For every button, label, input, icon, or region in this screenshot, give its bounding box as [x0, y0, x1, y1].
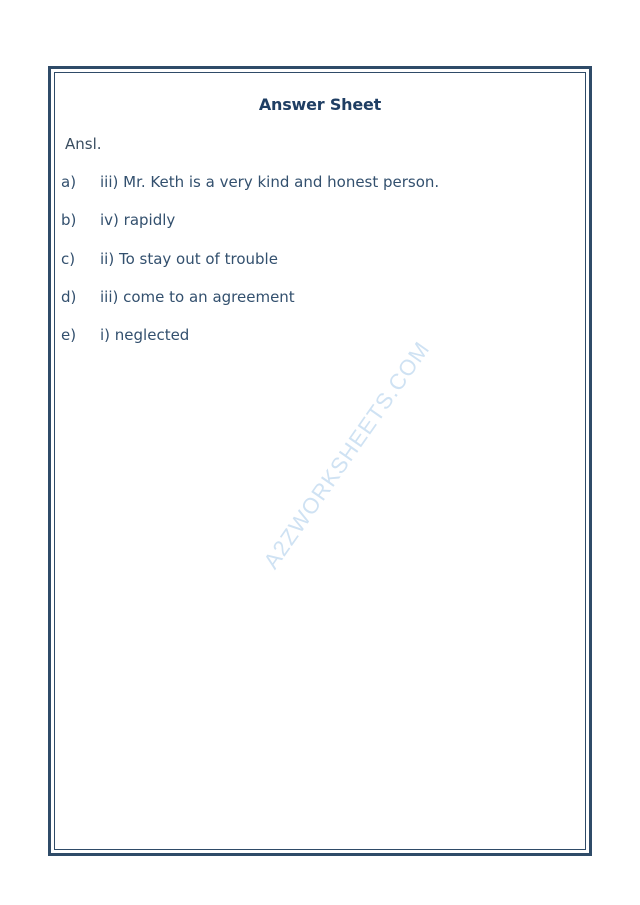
page-title: Answer Sheet	[258, 95, 382, 114]
answer-item	[61, 326, 189, 344]
page-inner-border	[54, 72, 586, 850]
answer-item	[61, 250, 278, 268]
answer-text: iii) come to an agreement	[100, 288, 295, 306]
watermark: A2ZWORKSHEETS.COM	[258, 336, 435, 574]
answer-text: iii) Mr. Keth is a very kind and honest person.	[100, 173, 440, 191]
answer-item	[61, 173, 439, 191]
answer-letter: d)	[61, 288, 77, 306]
answer-text: i) neglected	[100, 326, 190, 344]
answer-item	[61, 288, 295, 306]
answer-text: iv) rapidly	[100, 211, 176, 229]
page-border	[48, 66, 592, 856]
answer-text: ii) To stay out of trouble	[100, 250, 278, 268]
answer-letter: a)	[61, 173, 77, 191]
section-label: Ansl.	[65, 135, 102, 153]
answer-letter: c)	[61, 250, 76, 268]
answer-letter: e)	[61, 326, 77, 344]
answer-letter: b)	[61, 211, 77, 229]
answer-item	[61, 211, 175, 229]
